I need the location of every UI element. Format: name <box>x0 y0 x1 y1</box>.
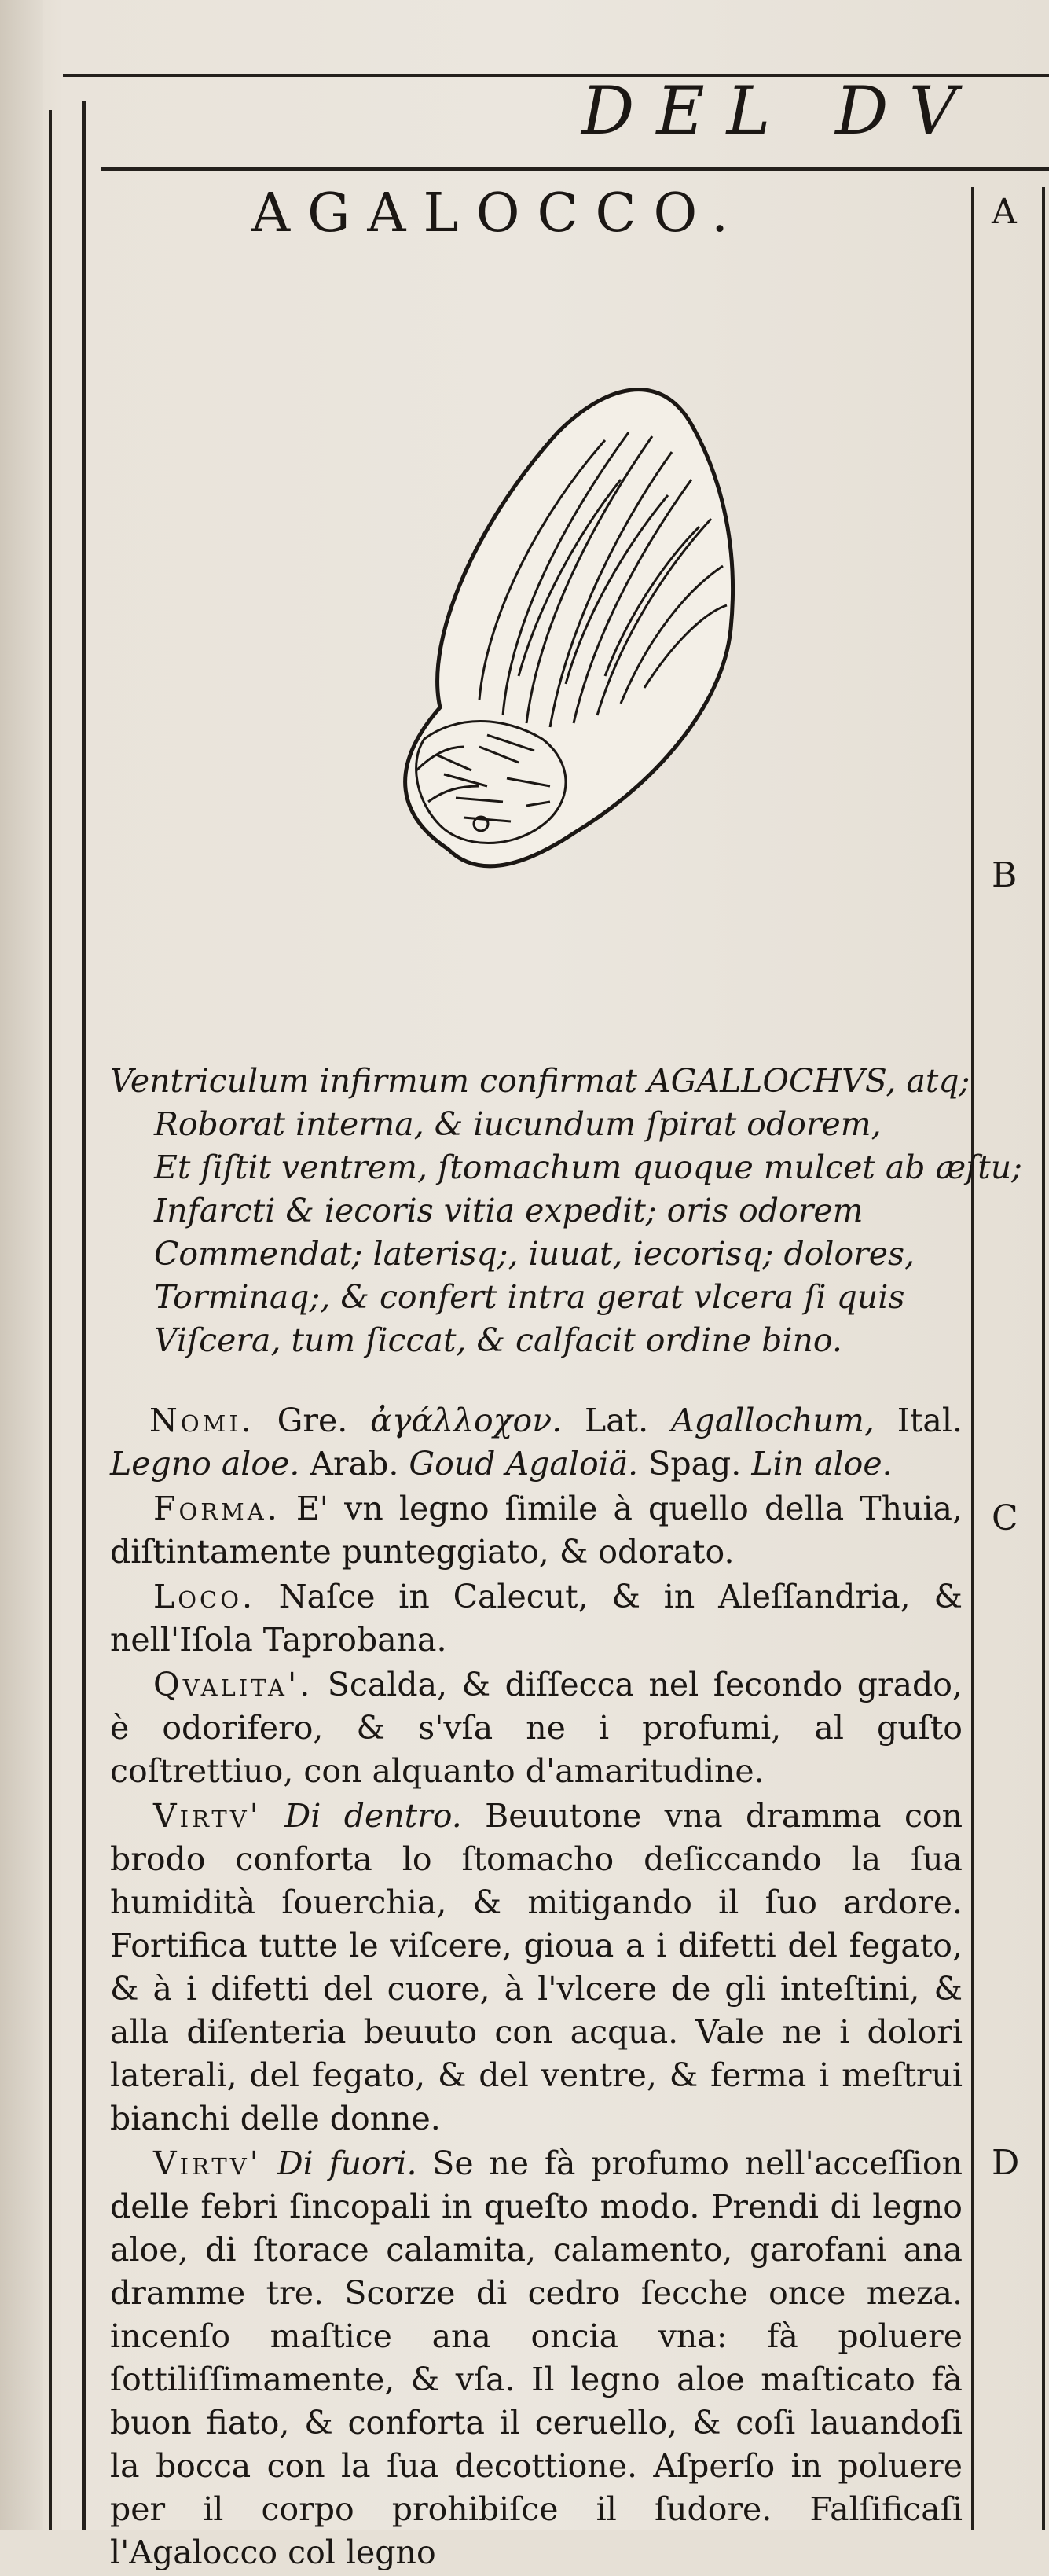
page-title: AGALOCCO. <box>251 182 746 244</box>
running-head: DEL DV <box>581 72 979 149</box>
paragraph-nomi: Nomi. Gre. ἀγάλλοχον. Lat. Agallochum, Ital. Legno aloe. Arab. Goud Agaloiä. Spag. Lin aloe. <box>110 1402 963 1483</box>
section-heading: Virtv' <box>153 2144 262 2182</box>
body-text <box>110 1399 963 2576</box>
section-heading: Forma. <box>153 1490 281 1527</box>
verse-line: Viſcera, tum ſiccat, & calfacit ordine bino. <box>154 1321 842 1359</box>
verse-line: Infarcti & iecoris vitia expedit; oris odorem <box>154 1192 864 1229</box>
verse-line: Torminaq;, & confert intra gerat vlcera ſi quis <box>154 1278 905 1316</box>
agalloch-wood-illustration <box>369 377 762 896</box>
verse-line: Ventriculum infirmum confirmat AGALLOCHVS, atq; <box>110 1062 970 1100</box>
section-heading: Virtv' <box>153 1797 262 1835</box>
paragraph-forma: Forma. E' vn legno ſimile à quello della Thuia, diſtintamente punteggiato, & odorato. <box>110 1490 963 1571</box>
column-rule <box>971 187 974 2530</box>
paragraph-qualita: Qvalita'. Scalda, & diſſecca nel ſecondo grado, è odorifero, & s'vſa ne i profumi, al guſto coſtrettiuo, con alquanto d'amaritudine. <box>110 1666 963 1790</box>
section-subheading: Di fuori. <box>261 2144 417 2182</box>
section-heading: Qvalita'. <box>153 1666 314 1703</box>
section-heading: Nomi. <box>149 1402 255 1439</box>
paragraph-virtu-fuori: Virtv' Di fuori. Se ne fà profumo nell'acceſſion delle febri ſincopali in queſto modo. Prendi di legno aloe, di ſtorace calamita, calamento, garofani ana dramme tre. Scorze di cedro ſecche once meza. incenſo maſtice ana oncia vna: fà poluere ſottiliſſimamente, & vſa. Il legno aloe maſticato fà buon fiato, & conforta il ceruello, & coſi lauandoſi la bocca con la ſua decottione. Aſperſo in poluere per il corpo prohibiſce il ſudore. Falſificaſi l'Agalocco col legno <box>110 2144 963 2571</box>
margin-letter-d: D <box>992 2143 1020 2183</box>
margin-letter-c: C <box>992 1498 1018 1538</box>
section-subheading: Di dentro. <box>261 1797 462 1835</box>
latin-verse <box>110 1060 1022 1362</box>
inner-left-rule <box>82 101 86 2530</box>
verse-line: Roborat interna, & iucundum ſpirat odorem, <box>154 1105 882 1143</box>
section-heading: Loco. <box>153 1578 255 1615</box>
right-edge-rule <box>1042 187 1045 2530</box>
paragraph-virtu-dentro: Virtv' Di dentro. Beuutone vna dramma con brodo conforta lo ſtomacho deſiccando la ſua humidità ſouerchia, & mitigando il ſuo ardore. Fortifica tutte le viſcere, gioua a i difetti del fegato, & à i difetti del cuore, à l'vlcere de gli inteſtini, & alla diſenteria beuuto con acqua. Vale ne i dolori laterali, del fegato, & del ventre, & ferma i meſtrui bianchi delle donne. <box>110 1797 963 2137</box>
paragraph-loco: Loco. Naſce in Calecut, & in Aleſſandria, & nell'Iſola Taprobana. <box>110 1578 963 1659</box>
margin-letter-a: A <box>992 192 1017 232</box>
header-rule <box>101 167 1049 171</box>
facing-page-edge <box>0 0 43 2530</box>
outer-left-rule <box>49 110 52 2530</box>
verse-line: Et ſiſtit ventrem, ſtomachum quoque mulcet ab æſtu; <box>154 1148 1022 1186</box>
margin-letter-b: B <box>992 855 1018 895</box>
verse-line: Commendat; laterisq;, iuuat, iecorisq; dolores, <box>154 1235 915 1273</box>
